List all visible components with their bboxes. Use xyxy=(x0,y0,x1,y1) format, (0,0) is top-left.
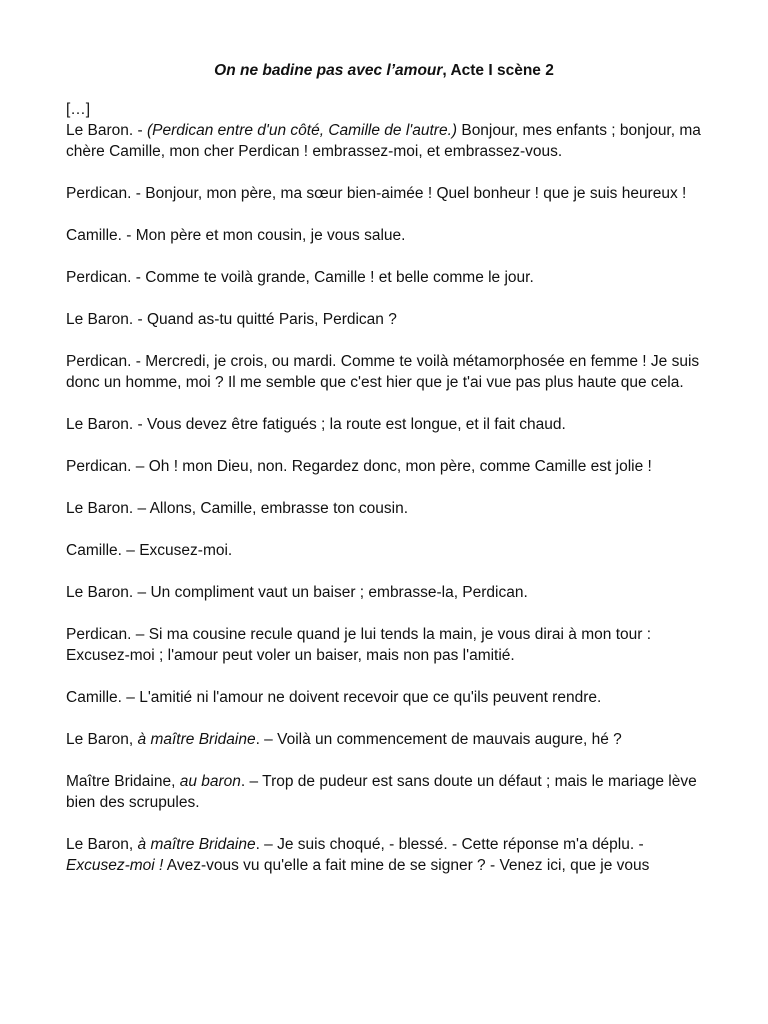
dialogue-paragraph xyxy=(66,120,702,162)
dialogue-text: Le Baron, xyxy=(66,731,138,748)
dialogue-text: Le Baron. - xyxy=(66,122,147,139)
dialogue-paragraph xyxy=(66,771,702,813)
dialogue-text: Avez-vous vu qu'elle a fait mine de se signer ? - Venez ici, que je vous xyxy=(163,857,650,874)
dialogue-text: Le Baron. - Quand as-tu quitté Paris, Perdican ? xyxy=(66,311,397,328)
dialogue-paragraph xyxy=(66,225,702,246)
dialogue-text: . – Trop de pudeur est sans doute un défaut ; mais le mariage lève bien des scrupules. xyxy=(66,773,697,811)
dialogue-paragraph xyxy=(66,267,702,288)
dialogue-text: Perdican. - Comme te voilà grande, Camille ! et belle comme le jour. xyxy=(66,269,534,286)
dialogue-text: Perdican. - Bonjour, mon père, ma sœur bien-aimée ! Quel bonheur ! que je suis heureux ! xyxy=(66,185,687,202)
dialogue-text: Camille. - Mon père et mon cousin, je vous salue. xyxy=(66,227,406,244)
stage-direction-text: au baron xyxy=(179,773,241,790)
dialogue-text: . – Je suis choqué, - blessé. - Cette réponse m'a déplu. - xyxy=(255,836,644,853)
opening-ellipsis: […] xyxy=(66,101,91,118)
dialogue-text: Le Baron. – Allons, Camille, embrasse ton cousin. xyxy=(66,500,409,517)
dialogue-paragraph xyxy=(66,687,702,708)
dialogue-text: Maître Bridaine, xyxy=(66,773,180,790)
dialogue-text: Le Baron, xyxy=(66,836,138,853)
stage-direction-text: (Perdican entre d'un côté, Camille de l'autre.) xyxy=(147,122,458,139)
dialogue-paragraph xyxy=(66,729,702,750)
dialogue-text: . – Voilà un commencement de mauvais augure, hé ? xyxy=(255,731,622,748)
dialogue-text: Perdican. – Oh ! mon Dieu, non. Regardez donc, mon père, comme Camille est jolie ! xyxy=(66,458,652,475)
dialogue-paragraph xyxy=(66,456,702,477)
dialogue-text: Camille. – L'amitié ni l'amour ne doivent recevoir que ce qu'ils peuvent rendre. xyxy=(66,689,602,706)
dialogue-paragraph xyxy=(66,183,702,204)
dialogue-paragraph xyxy=(66,834,702,876)
document-title xyxy=(66,60,702,81)
title-act-scene: , Acte I scène 2 xyxy=(442,62,554,79)
dialogue-body xyxy=(66,120,702,876)
dialogue-paragraph xyxy=(66,624,702,666)
dialogue-text: Le Baron. - Vous devez être fatigués ; la route est longue, et il fait chaud. xyxy=(66,416,566,433)
stage-direction-text: à maître Bridaine xyxy=(137,731,256,748)
dialogue-text: Perdican. – Si ma cousine recule quand je lui tends la main, je vous dirai à mon tour : Excusez-moi ; l'amour peut voler un baiser, mais non pas l'amitié. xyxy=(66,626,652,664)
dialogue-paragraph xyxy=(66,540,702,561)
dialogue-paragraph xyxy=(66,351,702,393)
dialogue-text: Le Baron. – Un compliment vaut un baiser ; embrasse-la, Perdican. xyxy=(66,584,528,601)
stage-direction-text: Excusez-moi ! xyxy=(66,857,164,874)
dialogue-paragraph xyxy=(66,498,702,519)
dialogue-paragraph xyxy=(66,582,702,603)
dialogue-text: Perdican. - Mercredi, je crois, ou mardi. Comme te voilà métamorphosée en femme ! Je suis donc un homme, moi ? Il me semble que c'est hier que je t'ai vue pas plus haute que cela. xyxy=(66,353,700,391)
dialogue-paragraph xyxy=(66,309,702,330)
stage-direction-text: à maître Bridaine xyxy=(137,836,256,853)
dialogue-paragraph xyxy=(66,414,702,435)
title-play-name: On ne badine pas avec l’amour xyxy=(214,62,443,79)
dialogue-text: Camille. – Excusez-moi. xyxy=(66,542,233,559)
dialogue-text: Bonjour, mes enfants ; bonjour, ma chère Camille, mon cher Perdican ! embrassez-moi, et embrassez-vous. xyxy=(66,122,701,160)
